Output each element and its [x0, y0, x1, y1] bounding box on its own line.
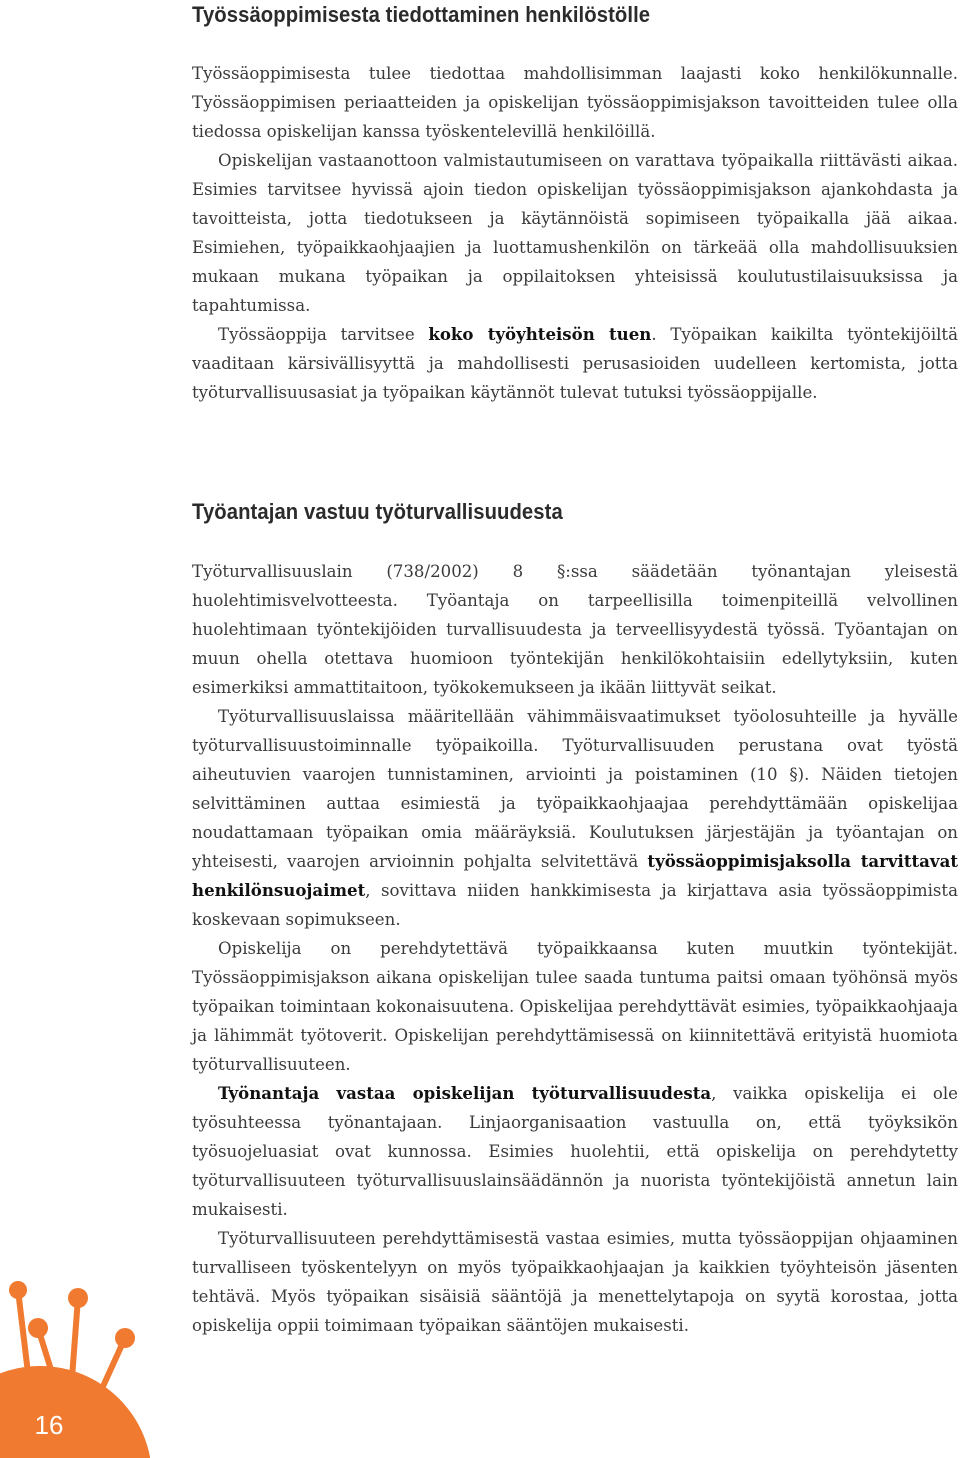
paragraph: Työturvallisuuteen perehdyttämisestä vastaa esimies, mutta työssäoppijan ohjaaminen turvalliseen työskentelyyn on myös työpaikkaohjaajan ja kaikkien työyhteisön jäsenten tehtävä. Myös työpaikan sisäisiä sääntöjä ja menettelytapoja on syytä korostaa, jotta opiskelija oppii toimimaan työpaikan sääntöjen mukaisesti.	[192, 1229, 958, 1335]
paragraph-text: , vaikka opiskelija ei ole työsuhteessa työnantajaan. Linjaorganisaation vastuulla on, että työyksikön työsuojeluasiat ovat kunnossa. Esimies huolehtii, että opiskelija on perehdytetty työturvallisuuteen työturvallisuuslainsäädännön ja nuorista työntekijöistä annetun lain mukaisesti.	[192, 1084, 958, 1219]
section-heading-tiedottaminen: Työssäoppimisesta tiedottaminen henkilöstölle	[192, 2, 651, 27]
paragraph-text: Työssäoppija tarvitsee	[218, 325, 429, 344]
emphasis-text: koko työyhteisön tuen	[428, 324, 652, 344]
orange-virus-decoration	[0, 1278, 150, 1458]
section-vastuu-body	[192, 557, 958, 1340]
paragraph: Työssäoppimisesta tulee tiedottaa mahdollisimman laajasti koko henkilökunnalle. Työssäoppimisen periaatteiden ja opiskelijan työssäoppimisjakson tavoitteiden tulee olla tiedossa opiskelijan kanssa työskentelevillä henkilöillä.	[192, 64, 958, 141]
section-tiedottaminen-body	[192, 59, 958, 407]
paragraph: Opiskelijan vastaanottoon valmistautumiseen on varattava työpaikalla riittävästi aikaa. Esimies tarvitsee hyvissä ajoin tiedon opiskelijan työssäoppimisjakson ajankohdasta ja tavoitteista, jotta tiedotukseen ja käytännöistä sopimiseen työpaikalla jää aikaa. Esimiehen, työpaikkaohjaajien ja luottamushenkilön on tärkeää olla mahdollisuuksien mukaan mukana työpaikan ja oppilaitoksen yhteisissä koulutustilaisuuksissa ja tapahtumissa.	[192, 151, 958, 315]
emphasis-text: Työnantaja vastaa opiskelijan työturvallisuudesta	[218, 1083, 712, 1103]
section-heading-vastuu: Työantajan vastuu työturvallisuudesta	[192, 499, 563, 524]
paragraph: Työturvallisuuslain (738/2002) 8 §:ssa säädetään työnantajan yleisestä huolehtimisvelvotteesta. Työantaja on tarpeellisilla toimenpiteillä velvollinen huolehtimaan työntekijöiden turvallisuudesta ja terveellisyydestä työssä. Työantajan on muun ohella otettava huomioon työntekijän henkilökohtaisiin edellytyksiin, kuten esimerkiksi ammattitaitoon, työkokemukseen ja ikään liittyvät seikat.	[192, 562, 958, 697]
paragraph	[192, 320, 958, 407]
page-number: 16	[34, 1410, 64, 1440]
paragraph-text: . Työpaikan kaikilta työntekijöiltä vaaditaan kärsivällisyyttä ja mahdollisesti perusasioiden uudelleen kertomista, jotta työturvallisuusasiat ja työpaikan käytännöt tulevat tutuksi työssäoppijalle.	[192, 325, 958, 402]
paragraph: Opiskelija on perehdytettävä työpaikkaansa kuten muutkin työntekijät. Työssäoppimisjakson aikana opiskelijan tulee saada tuntuma paitsi omaan työhönsä myös työpaikan toimintaan kokonaisuutena. Opiskelijaa perehdyttävät esimies, työpaikkaohjaaja ja lähimmät työtoverit. Opiskelijan perehdyttämisessä on kiinnitettävä erityistä huomiota työturvallisuuteen.	[192, 939, 958, 1074]
paragraph-text: , sovittava niiden hankkimisesta ja kirjattava asia työssäoppimista koskevaan sopimukseen.	[192, 881, 958, 929]
paragraph	[192, 1079, 958, 1224]
emphasis-text: työssäoppimisjaksolla tarvittavat henkilönsuojaimet	[192, 851, 958, 900]
paragraph	[192, 702, 958, 934]
paragraph-text: Työturvallisuuslaissa määritellään vähimmäisvaatimukset työolosuhteille ja hyvälle työturvallisuustoiminnalle työpaikoilla. Työturvallisuuden perustana ovat työstä aiheutuvien vaarojen tunnistaminen, arviointi ja poistaminen (10 §). Näiden tietojen selvittäminen auttaa esimiestä ja työpaikkaohjaajaa perehdyttämään opiskelijaa noudattamaan työpaikan omia määräyksiä. Koulutuksen järjestäjän ja työantajan on yhteisesti, vaarojen arvioinnin pohjalta selvitettävä	[192, 707, 958, 871]
